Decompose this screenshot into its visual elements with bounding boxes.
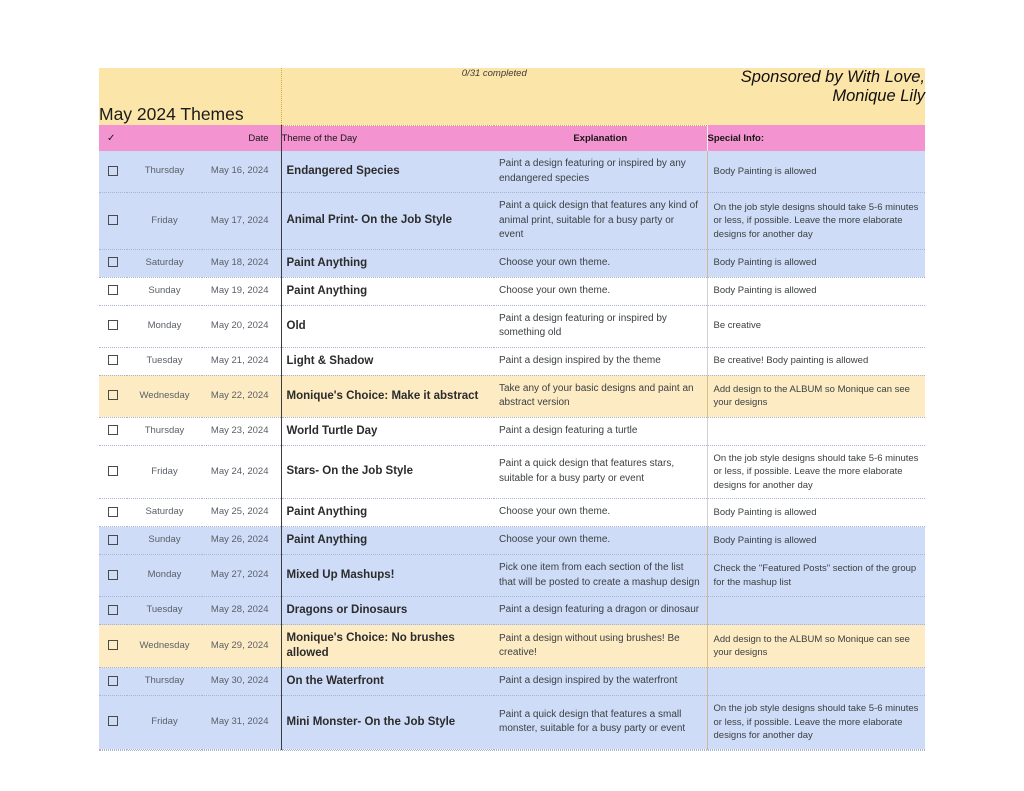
checkbox-icon[interactable] [108, 716, 118, 726]
row-checkbox-cell[interactable] [99, 668, 127, 696]
row-day-label: Sunday [127, 527, 202, 555]
row-theme-label: Monique's Choice: Make it abstract [281, 375, 494, 417]
row-explanation-text: Paint a design featuring a turtle [494, 417, 707, 445]
row-checkbox-cell[interactable] [99, 277, 127, 305]
row-day-label: Friday [127, 445, 202, 499]
row-special-info-text: On the job style designs should take 5-6 minutes or less, if possible. Leave the more elaborate designs for another day [707, 696, 925, 750]
row-day-label: Saturday [127, 499, 202, 527]
row-date-label: May 28, 2024 [202, 597, 281, 625]
table-row [99, 555, 925, 597]
row-checkbox-cell[interactable] [99, 417, 127, 445]
row-day-label: Thursday [127, 668, 202, 696]
row-theme-label: Mini Monster- On the Job Style [281, 696, 494, 750]
row-checkbox-cell[interactable] [99, 555, 127, 597]
table-bottom-edge [99, 750, 925, 751]
row-checkbox-cell[interactable] [99, 347, 127, 375]
row-date-label: May 24, 2024 [202, 445, 281, 499]
row-special-info-text: Add design to the ALBUM so Monique can see your designs [707, 375, 925, 417]
table-row [99, 499, 925, 527]
row-theme-label: Old [281, 305, 494, 347]
row-day-label: Wednesday [127, 375, 202, 417]
row-date-label: May 29, 2024 [202, 625, 281, 668]
row-special-info-text: Body Painting is allowed [707, 249, 925, 277]
row-special-info-text: Body Painting is allowed [707, 527, 925, 555]
row-explanation-text: Paint a quick design that features stars, suitable for a busy party or event [494, 445, 707, 499]
row-date-label: May 30, 2024 [202, 668, 281, 696]
table-row [99, 527, 925, 555]
row-day-label: Monday [127, 555, 202, 597]
row-special-info-text: On the job style designs should take 5-6 minutes or less, if possible. Leave the more elaborate designs for another day [707, 193, 925, 250]
row-explanation-text: Paint a quick design that features any kind of animal print, suitable for a busy party or event [494, 193, 707, 250]
row-explanation-text: Choose your own theme. [494, 527, 707, 555]
checkbox-icon[interactable] [108, 605, 118, 615]
table-row [99, 347, 925, 375]
column-header-theme[interactable]: Theme of the Day [281, 125, 494, 151]
column-header-row [99, 125, 925, 151]
checkbox-icon[interactable] [108, 215, 118, 225]
table-row [99, 597, 925, 625]
sheet-header [99, 68, 925, 125]
row-day-label: Friday [127, 696, 202, 750]
row-special-info-text: Body Painting is allowed [707, 499, 925, 527]
row-theme-label: Paint Anything [281, 249, 494, 277]
row-special-info-text: Body Painting is allowed [707, 151, 925, 193]
row-theme-label: Paint Anything [281, 527, 494, 555]
row-theme-label: Light & Shadow [281, 347, 494, 375]
page-title: May 2024 Themes [99, 68, 281, 125]
checkbox-icon[interactable] [108, 640, 118, 650]
table-row [99, 417, 925, 445]
row-special-info-text: Be creative! Body painting is allowed [707, 347, 925, 375]
table-row [99, 305, 925, 347]
checkbox-icon[interactable] [108, 535, 118, 545]
row-special-info-text [707, 597, 925, 625]
row-checkbox-cell[interactable] [99, 445, 127, 499]
column-header-date[interactable]: Date [202, 125, 281, 151]
row-theme-label: Endangered Species [281, 151, 494, 193]
row-special-info-text: Be creative [707, 305, 925, 347]
column-header-group [99, 125, 925, 151]
checkbox-icon[interactable] [108, 166, 118, 176]
table-row [99, 445, 925, 499]
row-checkbox-cell[interactable] [99, 625, 127, 668]
row-date-label: May 23, 2024 [202, 417, 281, 445]
column-header-special-info[interactable]: Special Info: [707, 125, 925, 151]
row-theme-label: Dragons or Dinosaurs [281, 597, 494, 625]
row-date-label: May 22, 2024 [202, 375, 281, 417]
row-explanation-text: Paint a quick design that features a small monster, suitable for a busy party or event [494, 696, 707, 750]
calendar-table [99, 68, 925, 750]
row-explanation-text: Take any of your basic designs and paint an abstract version [494, 375, 707, 417]
row-special-info-text [707, 417, 925, 445]
row-date-label: May 31, 2024 [202, 696, 281, 750]
row-checkbox-cell[interactable] [99, 375, 127, 417]
row-special-info-text [707, 668, 925, 696]
row-explanation-text: Pick one item from each section of the list that will be posted to create a mashup design [494, 555, 707, 597]
checkbox-icon[interactable] [108, 285, 118, 295]
row-checkbox-cell[interactable] [99, 696, 127, 750]
table-row [99, 277, 925, 305]
row-theme-label: World Turtle Day [281, 417, 494, 445]
row-date-label: May 25, 2024 [202, 499, 281, 527]
table-row [99, 375, 925, 417]
row-date-label: May 17, 2024 [202, 193, 281, 250]
row-day-label: Thursday [127, 417, 202, 445]
row-explanation-text: Choose your own theme. [494, 499, 707, 527]
row-day-label: Thursday [127, 151, 202, 193]
column-header-day[interactable] [127, 125, 202, 151]
row-explanation-text: Paint a design featuring or inspired by any endangered species [494, 151, 707, 193]
row-date-label: May 26, 2024 [202, 527, 281, 555]
row-theme-label: Animal Print- On the Job Style [281, 193, 494, 250]
row-date-label: May 27, 2024 [202, 555, 281, 597]
row-checkbox-cell[interactable] [99, 193, 127, 250]
row-explanation-text: Paint a design inspired by the theme [494, 347, 707, 375]
row-theme-label: On the Waterfront [281, 668, 494, 696]
row-explanation-text: Choose your own theme. [494, 277, 707, 305]
checkbox-icon[interactable] [108, 466, 118, 476]
row-theme-label: Mixed Up Mashups! [281, 555, 494, 597]
row-explanation-text: Paint a design featuring or inspired by something old [494, 305, 707, 347]
row-date-label: May 20, 2024 [202, 305, 281, 347]
row-special-info-text: Check the "Featured Posts" section of the group for the mashup list [707, 555, 925, 597]
row-special-info-text: Add design to the ALBUM so Monique can see your designs [707, 625, 925, 668]
sponsor-label: Sponsored by With Love, Monique Lily [707, 68, 925, 125]
row-day-label: Tuesday [127, 597, 202, 625]
table-row [99, 193, 925, 250]
row-special-info-text: On the job style designs should take 5-6 minutes or less, if possible. Leave the more elaborate designs for another day [707, 445, 925, 499]
table-row [99, 625, 925, 668]
table-row [99, 249, 925, 277]
checkbox-icon[interactable] [108, 676, 118, 686]
table-row [99, 151, 925, 193]
row-date-label: May 21, 2024 [202, 347, 281, 375]
row-checkbox-cell[interactable] [99, 527, 127, 555]
row-theme-label: Paint Anything [281, 499, 494, 527]
row-checkbox-cell[interactable] [99, 597, 127, 625]
table-row [99, 696, 925, 750]
checkbox-icon[interactable] [108, 320, 118, 330]
row-explanation-text: Paint a design featuring a dragon or dinosaur [494, 597, 707, 625]
row-checkbox-cell[interactable] [99, 305, 127, 347]
calendar-rows [99, 151, 925, 749]
theme-calendar-sheet [99, 68, 925, 751]
row-day-label: Wednesday [127, 625, 202, 668]
title-band-row [99, 68, 925, 125]
row-date-label: May 19, 2024 [202, 277, 281, 305]
row-theme-label: Paint Anything [281, 277, 494, 305]
row-day-label: Saturday [127, 249, 202, 277]
row-day-label: Tuesday [127, 347, 202, 375]
row-special-info-text: Body Painting is allowed [707, 277, 925, 305]
checkbox-icon[interactable] [108, 355, 118, 365]
row-theme-label: Monique's Choice: No brushes allowed [281, 625, 494, 668]
row-checkbox-cell[interactable] [99, 499, 127, 527]
row-day-label: Monday [127, 305, 202, 347]
row-date-label: May 16, 2024 [202, 151, 281, 193]
completed-counter: 0/31 completed [281, 68, 707, 125]
row-explanation-text: Paint a design inspired by the waterfront [494, 668, 707, 696]
checkbox-icon[interactable] [108, 570, 118, 580]
column-header-explanation[interactable]: Explanation [494, 125, 707, 151]
row-explanation-text: Choose your own theme. [494, 249, 707, 277]
table-row [99, 668, 925, 696]
row-date-label: May 18, 2024 [202, 249, 281, 277]
row-explanation-text: Paint a design without using brushes! Be creative! [494, 625, 707, 668]
row-day-label: Friday [127, 193, 202, 250]
checkbox-icon[interactable] [108, 425, 118, 435]
checkbox-icon[interactable] [108, 507, 118, 517]
row-day-label: Sunday [127, 277, 202, 305]
column-header-check[interactable]: ✓ [99, 125, 127, 151]
row-theme-label: Stars- On the Job Style [281, 445, 494, 499]
checkbox-icon[interactable] [108, 390, 118, 400]
row-checkbox-cell[interactable] [99, 151, 127, 193]
row-checkbox-cell[interactable] [99, 249, 127, 277]
checkbox-icon[interactable] [108, 257, 118, 267]
